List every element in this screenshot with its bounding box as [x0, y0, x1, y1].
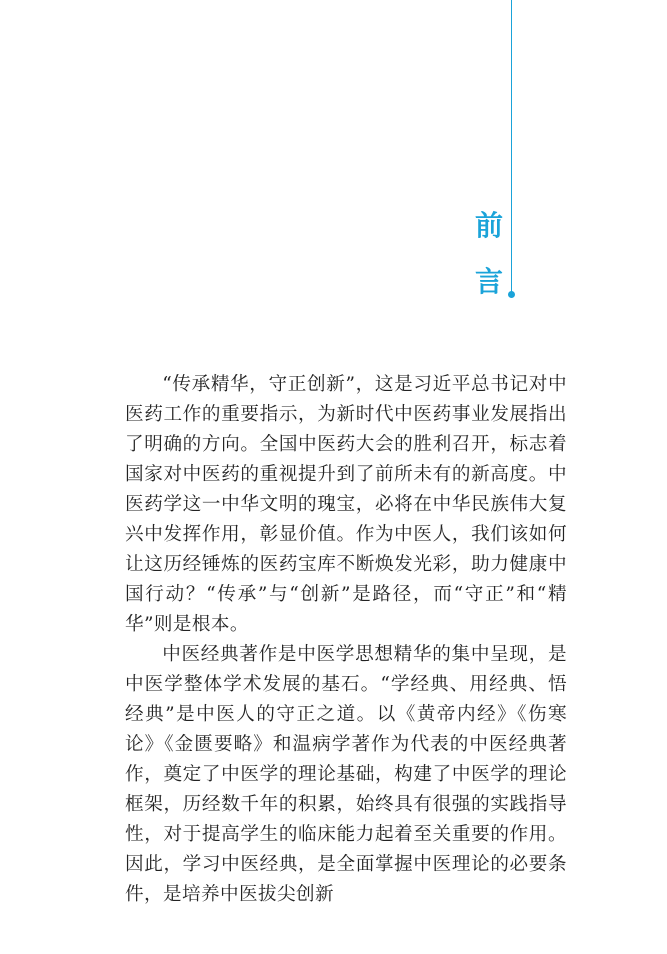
heading-char-1: 前: [474, 209, 503, 242]
decorative-dot: [508, 291, 515, 298]
paragraph-1: “传承精华，守正创新”，这是习近平总书记对中医药工作的重要指示，为新时代中医药事业发展指出了明确的方向。全国中医药大会的胜利召开，标志着国家对中医药的重视提升到了前所未有的新高度。中医药学这一中华文明的瑰宝，必将在中华民族伟大复兴中发挥作用，彰显价值。作为中医人，我们该如何让这历经锤炼的医药宝库不断焕发光彩，助力健康中国行动？“传承”与“创新”是路径，而“守正”和“精华”则是根本。: [125, 374, 567, 635]
paragraph-2: 中医经典著作是中医学思想精华的集中呈现，是中医学整体学术发展的基石。“学经典、用经典、悟经典”是中医人的守正之道。以《黄帝内经》《伤寒论》《金匮要略》和温病学著作为代表的中医经典著作，奠定了中医学的理论基础，构建了中医学的理论框架，历经数千年的积累，始终具有很强的实践指导性，对于提高学生的临床能力起着至关重要的作用。因此，学习中医经典，是全面掌握中医理论的必要条件，是培养中医拔尖创新: [125, 644, 567, 905]
heading-char-2: 言: [474, 265, 503, 298]
preface-body: [125, 370, 567, 910]
chapter-heading: [469, 204, 509, 304]
decorative-vertical-line: [511, 0, 512, 294]
